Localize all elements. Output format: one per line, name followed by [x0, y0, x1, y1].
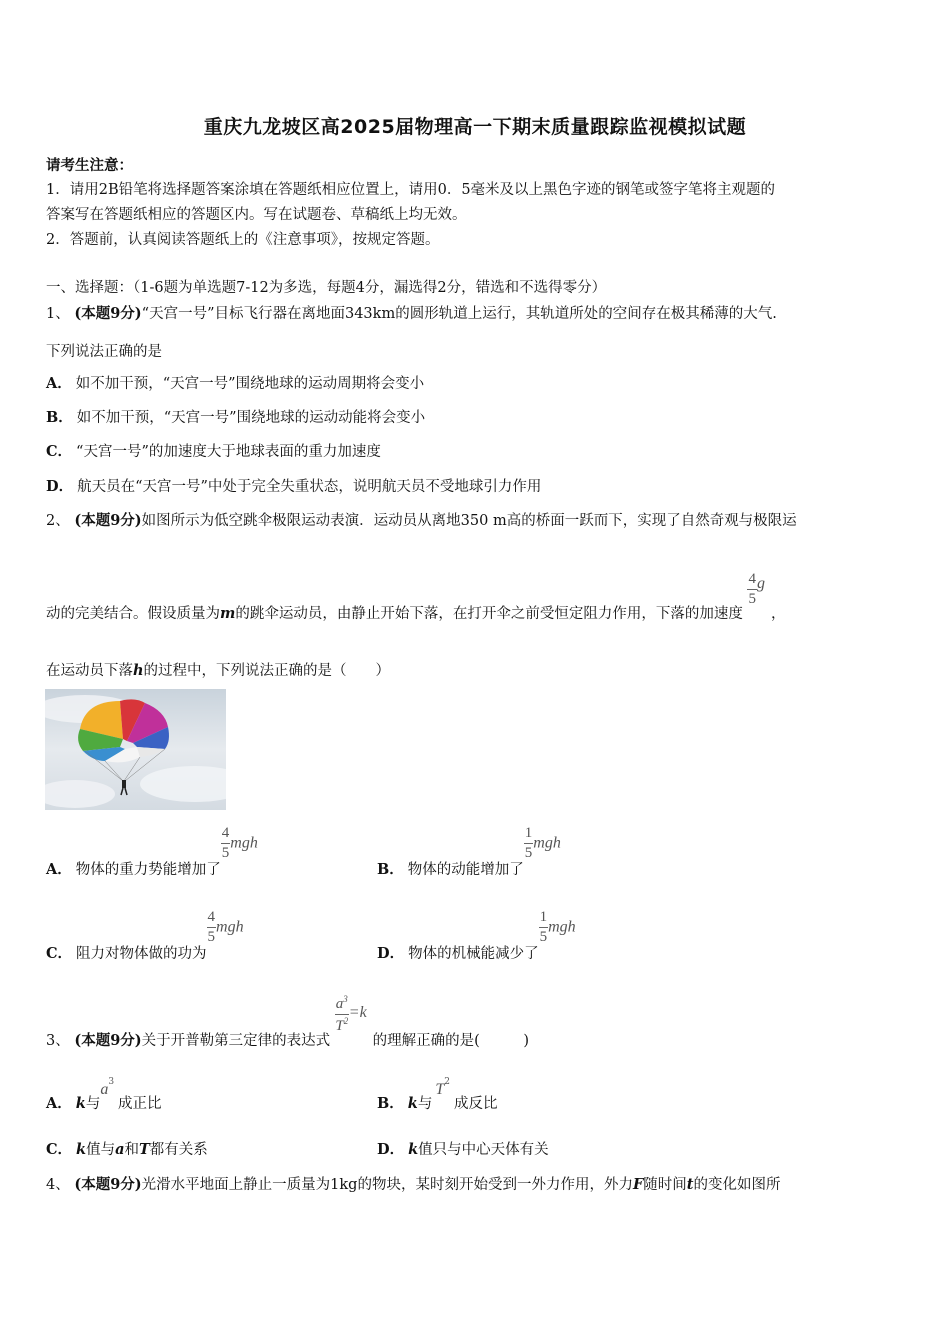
option-text: 如不加干预，“天宫一号”围绕地球的运动动能将会变小: [76, 410, 426, 426]
q2-height-symbol: h: [133, 662, 144, 679]
option-text: 都有关系: [149, 1142, 208, 1158]
a-symbol: a: [115, 1141, 125, 1158]
q2-comma: ，: [770, 605, 786, 622]
section-heading: 一、选择题：（1-6题为单选题7-12为多选，每题4分，漏选得2分，错选和不选得零分）: [46, 280, 607, 296]
q3-option-d[interactable]: [377, 1138, 549, 1159]
option-text: 物体的动能增加了: [407, 861, 524, 878]
exponent: 2: [343, 1016, 349, 1026]
kepler-fraction: [335, 995, 349, 1034]
fraction-denominator: [335, 1015, 349, 1034]
q3-number: 3、: [46, 1032, 70, 1049]
a-symbol: a: [335, 996, 344, 1012]
fraction-denominator: 5: [221, 845, 230, 861]
q2-mass-symbol: m: [220, 604, 236, 622]
F-symbol: F: [632, 1176, 644, 1193]
q2-stem-text: 如图所示为低空跳伞极限运动表演．运动员从离地350 m高的桥面一跃而下，实现了自然奇观与极限运: [141, 513, 797, 529]
q3-stem-text: 关于开普勒第三定律的表达式: [141, 1032, 331, 1049]
equals-k: =k: [348, 1003, 367, 1021]
parachute-canopy: [78, 699, 169, 762]
q2-stem: [46, 509, 797, 530]
q1-score: (本题9分): [74, 305, 142, 322]
page-title: 重庆九龙坡区高2025届物理高一下期末质量跟踪监视模拟试题: [203, 116, 747, 138]
q2-stem-line2: [46, 571, 786, 622]
option-text: 航天员在“天宫一号”中处于完全失重状态，说明航天员不受地球引力作用: [77, 479, 542, 495]
fraction-denominator: 5: [539, 929, 548, 945]
exponent: 2: [444, 1077, 450, 1088]
option-label: D．: [46, 478, 74, 495]
q1-stem-text: “天宫一号”目标飞行器在离地面343km的圆形轨道上运行，其轨道所处的空间存在极其稀薄的大气.: [141, 306, 777, 322]
fraction-denominator: 5: [207, 929, 216, 945]
T-symbol: T: [335, 1018, 344, 1034]
q3-score: (本题9分): [74, 1031, 142, 1049]
k-symbol: k: [76, 1141, 87, 1158]
option-label: A．: [46, 375, 72, 392]
parachute-photo: [45, 689, 226, 810]
fraction-numerator: 1: [524, 826, 534, 844]
q3-stem: [46, 994, 529, 1049]
q4-stem-text-b: 随时间: [643, 1177, 687, 1193]
option-fraction: [221, 826, 231, 861]
fraction-numerator: 4: [207, 910, 217, 928]
option-text: 和: [124, 1142, 139, 1158]
exponent: 3: [343, 994, 348, 1004]
q2-stem-text-c: 在运动员下落: [46, 663, 133, 679]
q3-option-a[interactable]: [46, 1077, 162, 1112]
q2-number: 2、: [46, 513, 70, 529]
q4-stem: [46, 1173, 780, 1194]
q1-option-d[interactable]: [46, 475, 541, 496]
exponent: 3: [108, 1077, 115, 1088]
option-label: A．: [46, 1095, 72, 1112]
notice-heading: 请考生注意：: [46, 157, 133, 174]
option-label: A．: [46, 860, 72, 878]
fraction-numerator: [335, 995, 349, 1015]
option-text: 成正比: [118, 1096, 162, 1112]
option-text: 与: [85, 1096, 101, 1112]
q3-option-b[interactable]: [377, 1077, 498, 1112]
option-label: D．: [377, 1141, 405, 1158]
option-text: 物体的机械能减少了: [408, 945, 539, 962]
q2-option-d[interactable]: [377, 909, 576, 962]
q4-score: (本题9分): [74, 1176, 142, 1193]
fraction-denominator: 5: [524, 845, 533, 861]
q2-stem-text-a: 动的完美结合。假设质量为: [46, 605, 220, 622]
option-text: 与: [417, 1096, 433, 1112]
fraction-denominator: 5: [748, 591, 756, 607]
option-text: 值与: [86, 1142, 116, 1158]
option-label: D．: [377, 944, 405, 962]
option-label: C．: [46, 443, 73, 460]
q2-option-c[interactable]: [46, 909, 244, 962]
notice-line-3: 2．答题前，认真阅读答题纸上的《注意事项》，按规定答题。: [46, 232, 440, 248]
q2-option-a[interactable]: [46, 825, 258, 878]
parachute-illustration: [45, 689, 226, 810]
notice-line-1: 1．请用2B铅笔将选择题答案涂填在答题纸相应位置上，请用0．5毫米及以上黑色字迹的钢笔或签字笔将主观题的: [46, 182, 776, 198]
q2-g-symbol: g: [756, 574, 765, 592]
mgh-symbol: mgh: [216, 918, 244, 936]
option-text: 值只与中心天体有关: [418, 1142, 549, 1158]
option-label: C．: [46, 1141, 73, 1158]
option-label: B．: [377, 860, 404, 878]
q3-option-c[interactable]: [46, 1138, 208, 1159]
q1-stem: [46, 302, 777, 323]
option-text: 如不加干预，“天宫一号”围绕地球的运动周期将会变小: [75, 376, 425, 392]
q2-option-b[interactable]: [377, 825, 561, 878]
mgh-symbol: mgh: [230, 834, 258, 852]
fraction-numerator: 1: [539, 910, 549, 928]
q1-option-c[interactable]: [46, 440, 381, 461]
T-symbol: T: [435, 1081, 445, 1098]
k-symbol: k: [408, 1141, 419, 1158]
q1-stem-cont: 下列说法正确的是: [46, 344, 162, 360]
option-text: 物体的重力势能增加了: [75, 861, 221, 878]
q4-stem-text-c: 的变化如图所: [693, 1177, 781, 1193]
fraction-numerator: 4: [221, 826, 231, 844]
notice-line-2: 答案写在答题纸相应的答题区内。写在试题卷、草稿纸上均无效。: [46, 207, 467, 223]
option-fraction: [524, 826, 534, 861]
answer-blank: ( ): [474, 1032, 529, 1049]
option-label: C．: [46, 944, 73, 962]
mgh-symbol: mgh: [533, 834, 561, 852]
q2-stem-text-d: 的过程中，下列说法正确的是（ ）: [143, 663, 391, 679]
q2-stem-text-b: 的跳伞运动员，由静止开始下落，在打开伞之前受恒定阻力作用，下落的加速度: [235, 605, 743, 622]
q2-score: (本题9分): [74, 512, 142, 529]
T-symbol: T: [139, 1141, 150, 1158]
option-text: “天宫一号”的加速度大于地球表面的重力加速度: [76, 444, 381, 460]
q1-number: 1、: [46, 306, 70, 322]
mgh-symbol: mgh: [548, 918, 576, 936]
option-label: B．: [377, 1095, 404, 1112]
q4-stem-text: 光滑水平地面上静止一质量为1kg的物块，某时刻开始受到一外力作用，外力: [141, 1177, 633, 1193]
k-symbol: k: [75, 1095, 86, 1112]
q3-stem-text-b: 的理解正确的是: [372, 1032, 475, 1049]
option-label: B．: [46, 409, 73, 426]
q1-option-b[interactable]: [46, 406, 425, 427]
option-fraction: [207, 910, 217, 945]
k-symbol: k: [407, 1095, 418, 1112]
t-symbol: t: [686, 1176, 694, 1193]
a-symbol: a: [100, 1081, 109, 1098]
q2-accel-fraction: [747, 572, 757, 607]
fraction-numerator: 4: [747, 572, 757, 590]
option-fraction: [539, 910, 549, 945]
q4-number: 4、: [46, 1177, 70, 1193]
option-text: 阻力对物体做的功为: [76, 945, 207, 962]
q2-stem-line3: [46, 659, 390, 680]
option-text: 成反比: [453, 1096, 498, 1112]
q1-option-a[interactable]: [46, 372, 424, 393]
